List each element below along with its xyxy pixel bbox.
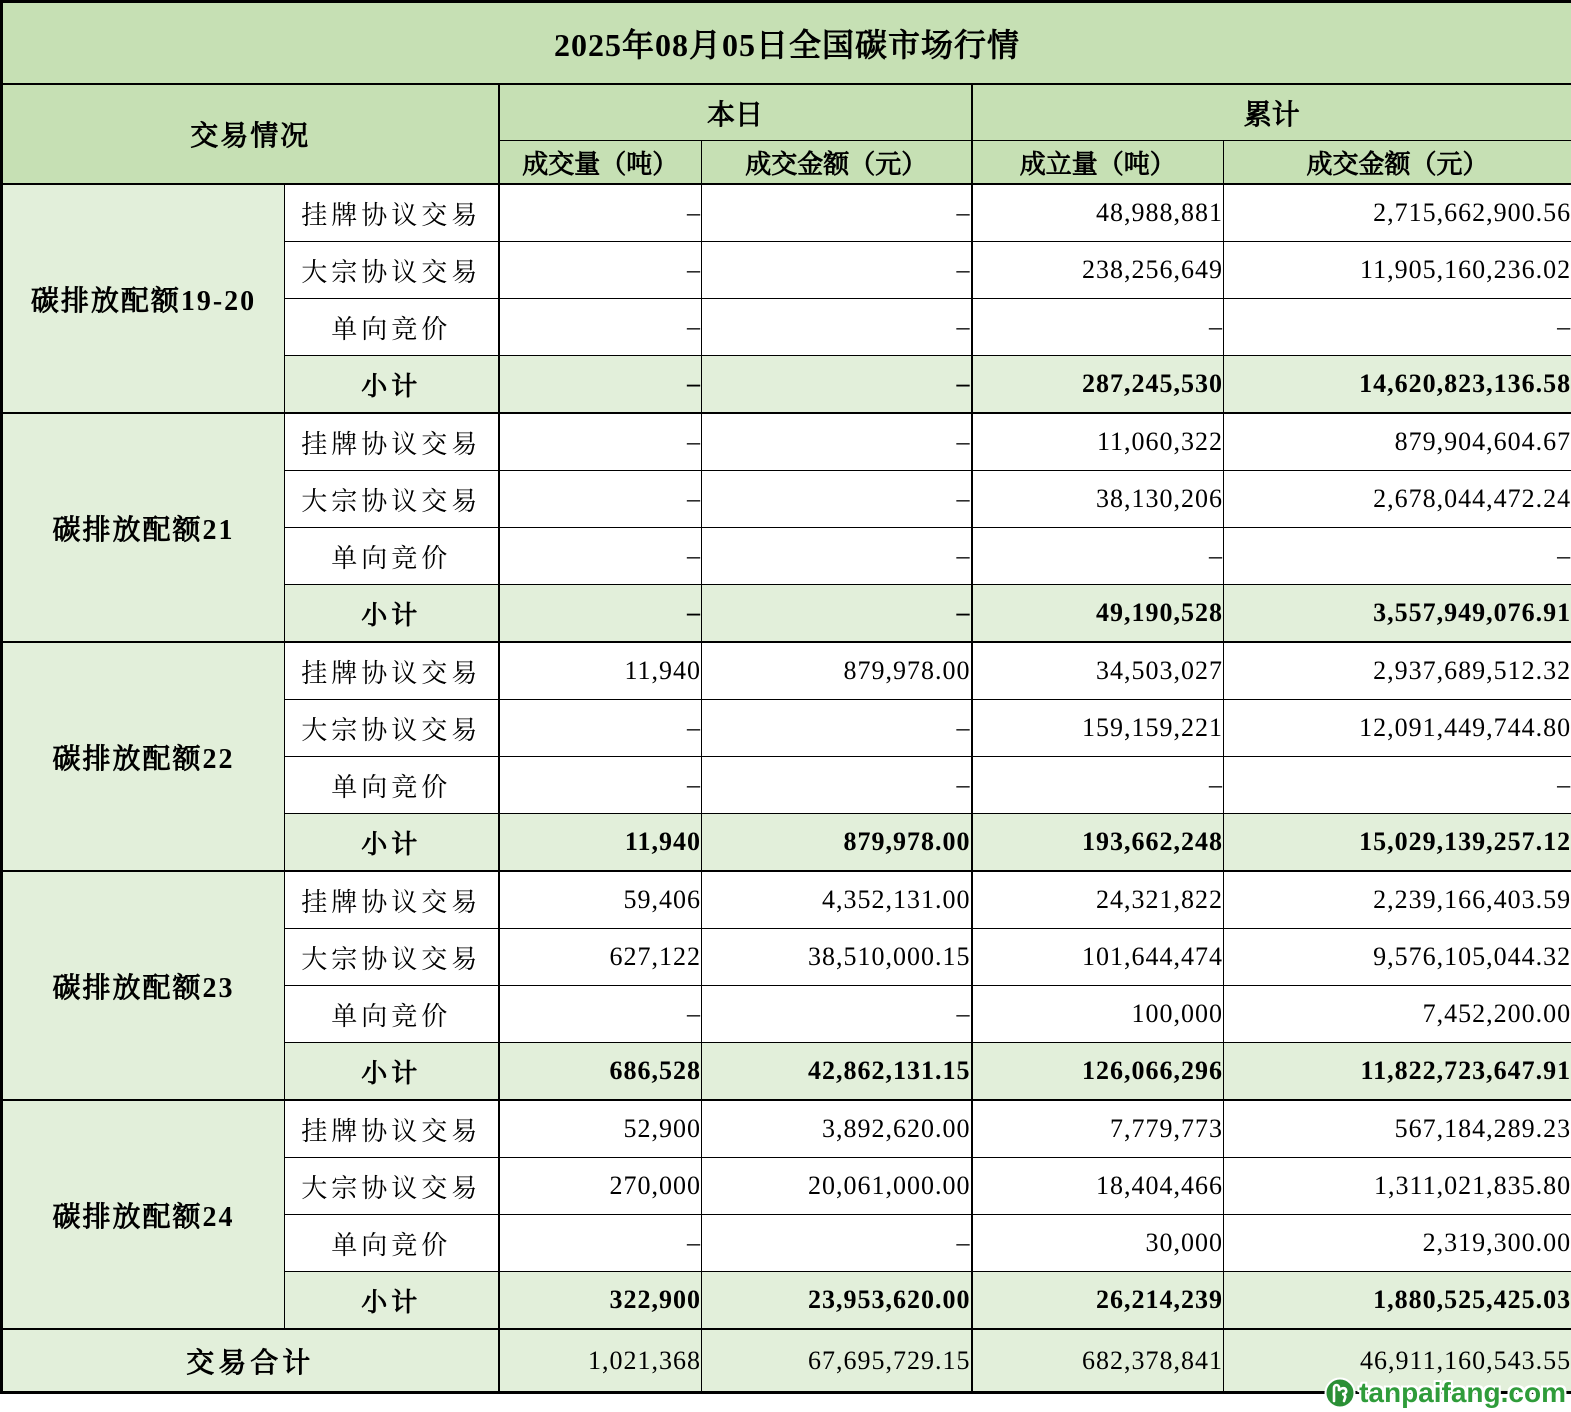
data-cell-cumulative-amount: – (1224, 757, 1571, 814)
data-cell-cumulative-amount: – (1224, 528, 1571, 585)
total-cumulative-volume-cell: 682,378,841 (972, 1329, 1224, 1393)
total-row-label: 交易合计 (2, 1329, 499, 1393)
group-label-cell: 碳排放配额22 (2, 642, 285, 871)
data-cell-today-amount: – (702, 1215, 972, 1272)
subtotal-row-label: 小计 (285, 1272, 499, 1330)
data-cell-cumulative-amount: 11,905,160,236.02 (1224, 242, 1571, 299)
column-header-today-volume: 成交量（吨） (499, 141, 702, 185)
data-cell-cumulative-volume: 11,060,322 (972, 413, 1224, 471)
data-cell-cumulative-volume: 7,779,773 (972, 1100, 1224, 1158)
subtotal-row-label: 小计 (285, 356, 499, 414)
trade-type-label: 单向竞价 (285, 1215, 499, 1272)
data-cell-cumulative-volume: 100,000 (972, 986, 1224, 1043)
data-cell-cumulative-volume: 38,130,206 (972, 471, 1224, 528)
data-cell-cumulative-volume: 101,644,474 (972, 929, 1224, 986)
data-cell-today-amount: – (702, 528, 972, 585)
group-label-cell: 碳排放配额23 (2, 871, 285, 1100)
data-cell-today-volume: 686,528 (499, 1043, 702, 1101)
data-cell-today-volume: – (499, 299, 702, 356)
data-cell-cumulative-volume: 18,404,466 (972, 1158, 1224, 1215)
data-cell-today-amount: 42,862,131.15 (702, 1043, 972, 1101)
data-cell-cumulative-amount: 11,822,723,647.91 (1224, 1043, 1571, 1101)
data-cell-today-amount: 38,510,000.15 (702, 929, 972, 986)
subtotal-row-label: 小计 (285, 1043, 499, 1101)
column-header-today-amount: 成交金额（元） (702, 141, 972, 185)
data-cell-today-volume: 59,406 (499, 871, 702, 929)
page-title: 2025年08月05日全国碳市场行情 (2, 2, 1571, 85)
total-today-amount-cell: 67,695,729.15 (702, 1329, 972, 1393)
data-cell-today-amount: – (702, 242, 972, 299)
data-cell-today-volume: – (499, 986, 702, 1043)
data-cell-cumulative-volume: 238,256,649 (972, 242, 1224, 299)
data-cell-today-amount: – (702, 356, 972, 414)
column-header-cumulative: 累计 (972, 84, 1571, 141)
data-cell-today-amount: 23,953,620.00 (702, 1272, 972, 1330)
tanpaifang-watermark-text: tanpaifang.com (1359, 1377, 1566, 1408)
data-cell-today-amount: 879,978.00 (702, 814, 972, 872)
column-header-today: 本日 (499, 84, 972, 141)
data-cell-today-volume: – (499, 184, 702, 242)
data-cell-cumulative-amount: 1,880,525,425.03 (1224, 1272, 1571, 1330)
trade-type-label: 挂牌协议交易 (285, 184, 499, 242)
subtotal-row-label: 小计 (285, 585, 499, 643)
group-label-cell: 碳排放配额19-20 (2, 184, 285, 413)
data-cell-today-amount: – (702, 585, 972, 643)
table-row (2, 1100, 1571, 1158)
data-cell-cumulative-volume: 34,503,027 (972, 642, 1224, 700)
trade-type-label: 挂牌协议交易 (285, 871, 499, 929)
data-cell-today-amount: – (702, 184, 972, 242)
data-cell-today-volume: 627,122 (499, 929, 702, 986)
trade-type-label: 大宗协议交易 (285, 929, 499, 986)
trade-type-label: 挂牌协议交易 (285, 1100, 499, 1158)
trade-type-label: 大宗协议交易 (285, 700, 499, 757)
table-row (2, 413, 1571, 471)
data-cell-today-amount: 4,352,131.00 (702, 871, 972, 929)
data-cell-cumulative-volume: 48,988,881 (972, 184, 1224, 242)
data-cell-today-amount: 879,978.00 (702, 642, 972, 700)
data-cell-today-volume: 270,000 (499, 1158, 702, 1215)
data-cell-cumulative-amount: 12,091,449,744.80 (1224, 700, 1571, 757)
trade-type-label: 大宗协议交易 (285, 471, 499, 528)
column-header-cumulative-volume: 成立量（吨） (972, 141, 1224, 185)
data-cell-cumulative-amount: – (1224, 299, 1571, 356)
group-label-cell: 碳排放配额24 (2, 1100, 285, 1329)
table-row (2, 871, 1571, 929)
data-cell-cumulative-volume: 159,159,221 (972, 700, 1224, 757)
table-row (2, 642, 1571, 700)
trade-type-label: 单向竞价 (285, 986, 499, 1043)
data-cell-today-volume: – (499, 1215, 702, 1272)
data-cell-cumulative-volume: 26,214,239 (972, 1272, 1224, 1330)
trade-type-label: 挂牌协议交易 (285, 413, 499, 471)
data-cell-cumulative-volume: 49,190,528 (972, 585, 1224, 643)
data-cell-today-volume: – (499, 757, 702, 814)
data-cell-cumulative-amount: 15,029,139,257.12 (1224, 814, 1571, 872)
data-cell-cumulative-amount: 2,319,300.00 (1224, 1215, 1571, 1272)
data-cell-today-volume: 52,900 (499, 1100, 702, 1158)
data-cell-cumulative-volume: 30,000 (972, 1215, 1224, 1272)
data-cell-today-amount: 3,892,620.00 (702, 1100, 972, 1158)
data-cell-today-amount: – (702, 299, 972, 356)
data-cell-today-amount: – (702, 986, 972, 1043)
total-cumulative-amount-cell: 46,911,160,543.55 (1224, 1329, 1571, 1393)
column-header-cumulative-amount: 成交金额（元） (1224, 141, 1571, 185)
data-cell-today-volume: – (499, 242, 702, 299)
data-cell-today-amount: – (702, 471, 972, 528)
subtotal-row-label: 小计 (285, 814, 499, 872)
trade-type-label: 单向竞价 (285, 528, 499, 585)
data-cell-cumulative-amount: 2,678,044,472.24 (1224, 471, 1571, 528)
data-cell-cumulative-amount: 9,576,105,044.32 (1224, 929, 1571, 986)
data-cell-today-volume: 11,940 (499, 814, 702, 872)
data-cell-cumulative-volume: 126,066,296 (972, 1043, 1224, 1101)
data-cell-today-volume: 322,900 (499, 1272, 702, 1330)
data-cell-today-volume: – (499, 471, 702, 528)
data-cell-cumulative-amount: 1,311,021,835.80 (1224, 1158, 1571, 1215)
data-cell-cumulative-volume: 193,662,248 (972, 814, 1224, 872)
data-cell-today-amount: – (702, 413, 972, 471)
trade-type-label: 挂牌协议交易 (285, 642, 499, 700)
data-cell-cumulative-amount: 14,620,823,136.58 (1224, 356, 1571, 414)
data-cell-cumulative-volume: 287,245,530 (972, 356, 1224, 414)
data-cell-cumulative-amount: 7,452,200.00 (1224, 986, 1571, 1043)
data-cell-today-amount: – (702, 700, 972, 757)
data-cell-today-volume: – (499, 528, 702, 585)
data-cell-cumulative-volume: 24,321,822 (972, 871, 1224, 929)
trade-type-label: 大宗协议交易 (285, 242, 499, 299)
column-header-trade-situation: 交易情况 (2, 84, 499, 184)
trade-type-label: 单向竞价 (285, 757, 499, 814)
data-cell-cumulative-amount: 2,715,662,900.56 (1224, 184, 1571, 242)
data-cell-today-volume: – (499, 356, 702, 414)
data-cell-today-volume: 11,940 (499, 642, 702, 700)
table-row (2, 184, 1571, 242)
data-cell-today-volume: – (499, 413, 702, 471)
data-cell-today-amount: 20,061,000.00 (702, 1158, 972, 1215)
trade-type-label: 大宗协议交易 (285, 1158, 499, 1215)
data-cell-today-volume: – (499, 585, 702, 643)
data-cell-cumulative-amount: 879,904,604.67 (1224, 413, 1571, 471)
total-today-volume-cell: 1,021,368 (499, 1329, 702, 1393)
group-label-cell: 碳排放配额21 (2, 413, 285, 642)
trade-type-label: 单向竞价 (285, 299, 499, 356)
data-cell-cumulative-volume: – (972, 757, 1224, 814)
data-cell-cumulative-amount: 567,184,289.23 (1224, 1100, 1571, 1158)
data-cell-cumulative-volume: – (972, 299, 1224, 356)
data-cell-today-amount: – (702, 757, 972, 814)
data-cell-cumulative-amount: 2,239,166,403.59 (1224, 871, 1571, 929)
data-cell-cumulative-volume: – (972, 528, 1224, 585)
data-cell-cumulative-amount: 3,557,949,076.91 (1224, 585, 1571, 643)
data-cell-today-volume: – (499, 700, 702, 757)
data-cell-cumulative-amount: 2,937,689,512.32 (1224, 642, 1571, 700)
